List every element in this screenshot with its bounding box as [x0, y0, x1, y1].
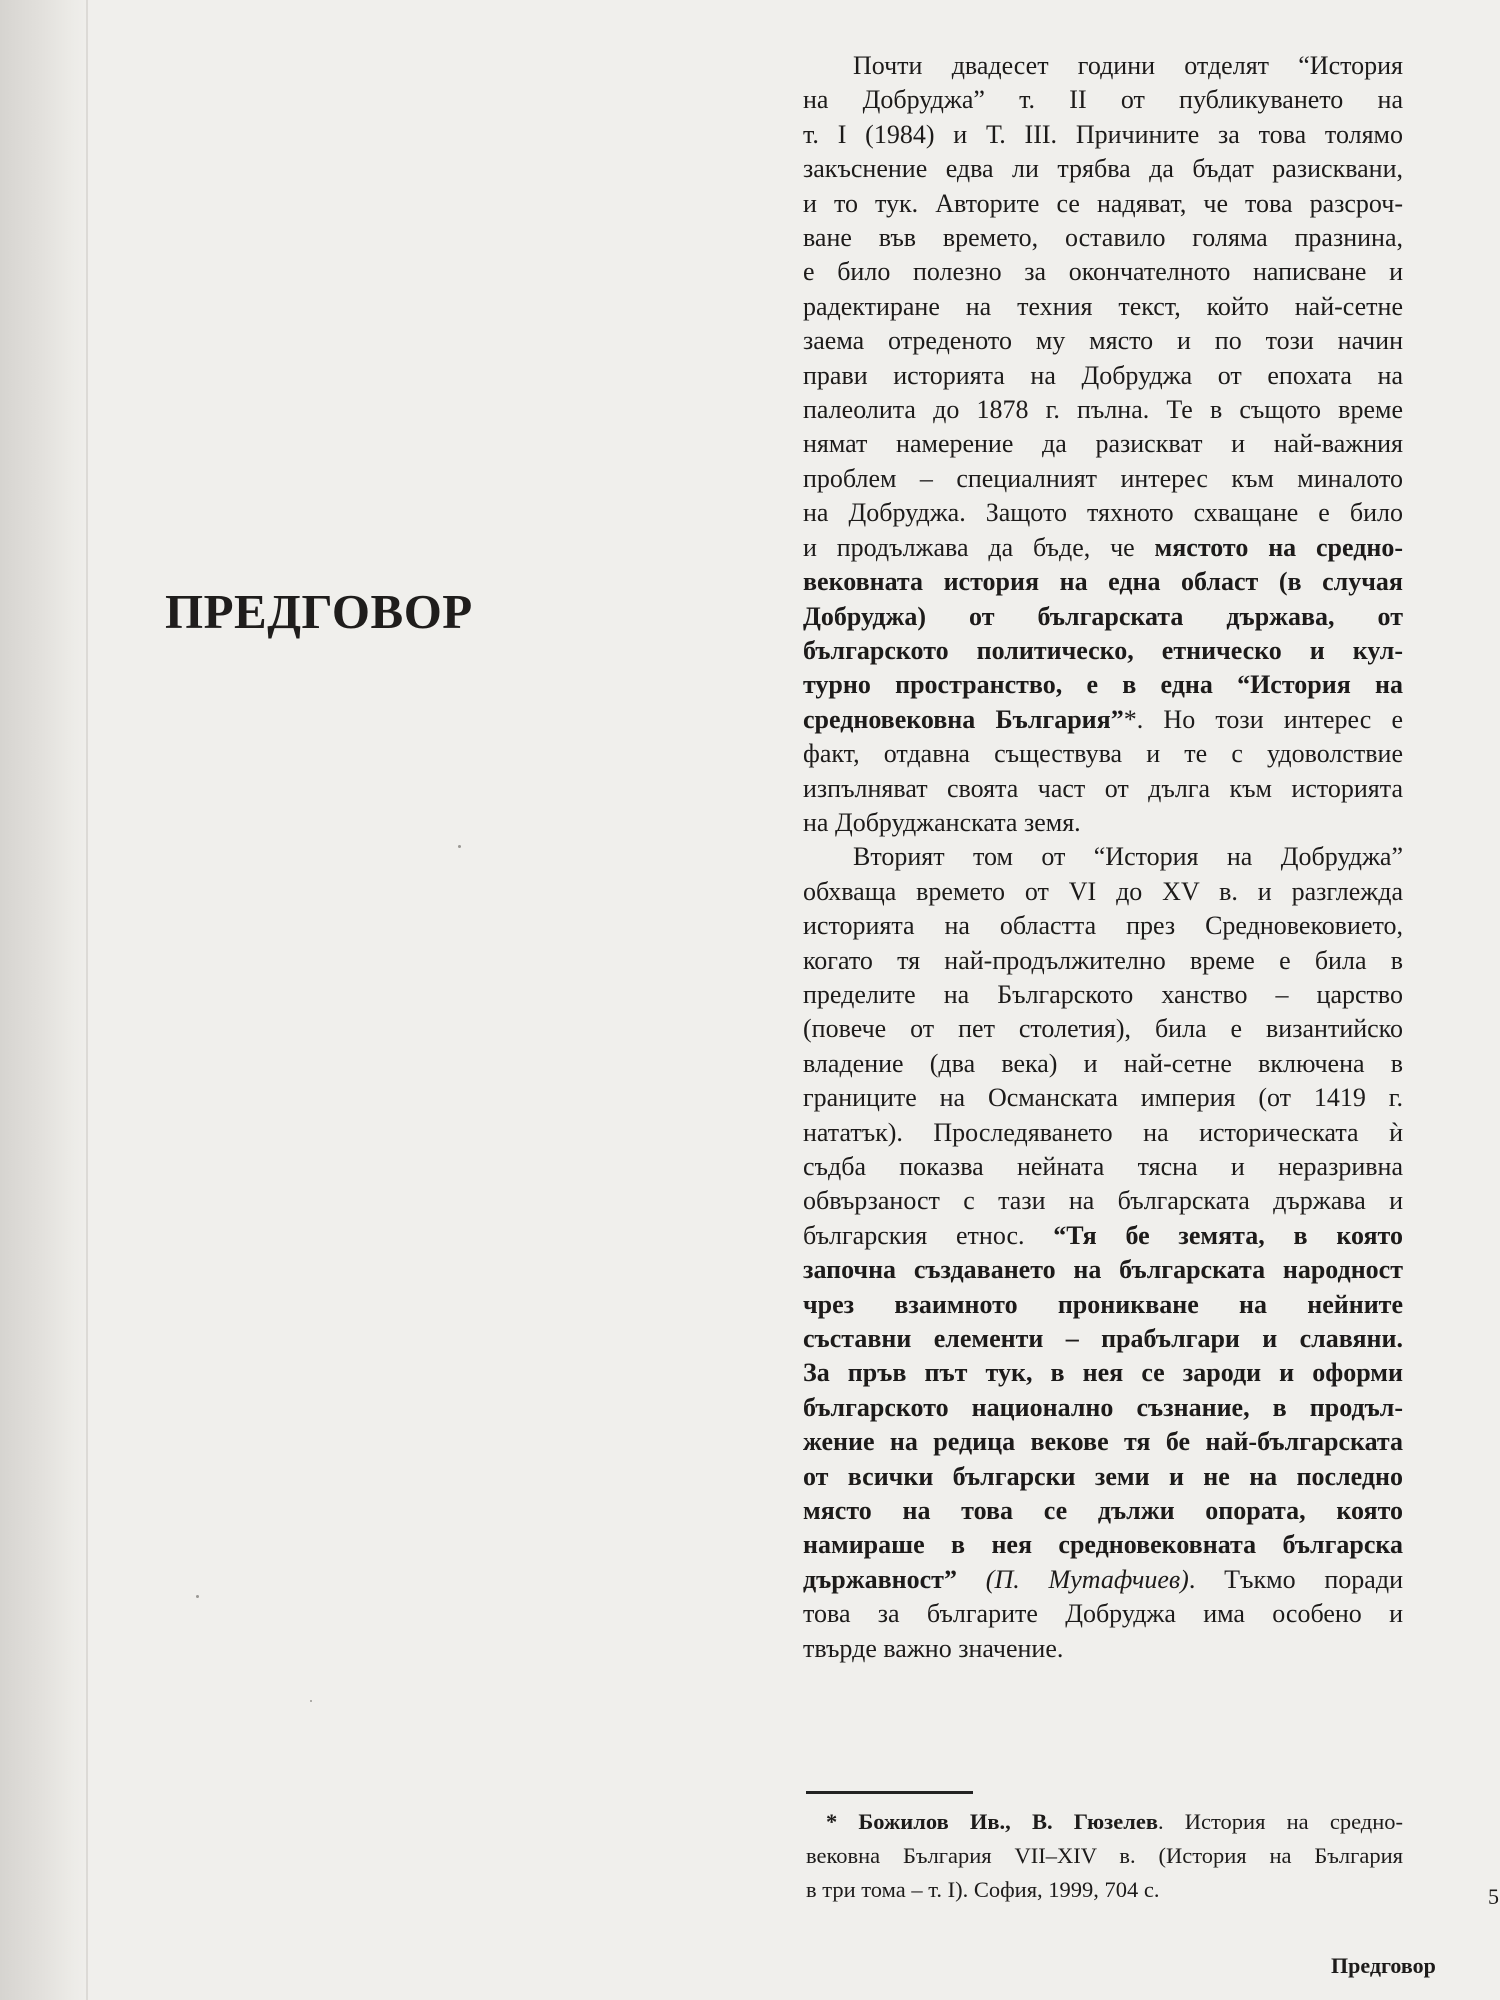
bold-text: вековната история на една област (в случая: [803, 567, 1403, 597]
paper-speck: [310, 1700, 312, 1702]
footnote-divider: [806, 1791, 973, 1794]
bold-quote: българското национално съзнание, в продъл-: [803, 1392, 1403, 1422]
bold-quote: започна създаването на българската народност: [803, 1255, 1403, 1285]
bold-quote: “Тя бе земята, в която: [1053, 1220, 1403, 1250]
bold-text: Добруджа) от българската държава, от: [803, 601, 1403, 631]
bold-quote: държавност”: [803, 1564, 957, 1594]
text-line: закъснение едва ли трябва да бъдат разисквани,: [803, 154, 1403, 184]
text-line: [803, 1322, 1403, 1356]
footnote-reference: *. Но този интерес е: [1123, 704, 1404, 734]
paper-speck: [196, 1595, 199, 1598]
text-line: прави историята на Добруджа от епохата на: [803, 360, 1403, 390]
text-line: (повече от пет столетия), била е византийско: [803, 1014, 1403, 1044]
text-line: [803, 1219, 1403, 1253]
text-line: това за българите Добруджа има особено и: [803, 1599, 1403, 1629]
text-line: [803, 565, 1403, 599]
bold-text: българското политическо, етническо и кул-: [803, 635, 1403, 665]
text-line: [803, 1563, 1403, 1597]
text-line: обвързаност с тази на българската държава и: [803, 1186, 1403, 1216]
text-line: факт, отдавна съществува и те с удоволствие: [803, 739, 1403, 769]
text-line: [803, 531, 1403, 565]
text-line: [803, 1425, 1403, 1459]
text-line: твърде важно значение.: [803, 1633, 1064, 1663]
text-line: [803, 1460, 1403, 1494]
text-line: [803, 1494, 1403, 1528]
footnote-title: . История на средно-: [1157, 1809, 1403, 1834]
text-line: [803, 1391, 1403, 1425]
text-line: т. I (1984) и Т. III. Причините за това толямо: [803, 119, 1403, 149]
text-line: радектиране на техния текст, който най-сетне: [803, 291, 1403, 321]
text-line: историята на областта през Средновековието,: [803, 911, 1403, 941]
text-line: нататък). Проследяването на историческата ѝ: [803, 1117, 1403, 1147]
plain-text: и продължава да бъде, че: [803, 532, 1155, 562]
bold-quote: намираше в нея средновековната българска: [803, 1530, 1403, 1560]
text-line: [803, 703, 1403, 737]
footnote-line: [806, 1805, 1403, 1839]
bold-text: средновековна България”: [803, 704, 1124, 734]
text-line: обхваща времето от VI до XV в. и разглежда: [803, 876, 1403, 906]
text-line: [803, 668, 1403, 702]
text-line: Вторият том от “История на Добруджа”: [853, 842, 1403, 872]
footnote: [806, 1805, 1403, 1907]
text-line: когато тя най-продължително време е била в: [803, 945, 1403, 975]
bold-text: турно пространство, е в една “История на: [803, 670, 1403, 700]
plain-text: . Тъкмо поради: [1188, 1564, 1403, 1594]
bold-quote: място на това се дължи опората, която: [803, 1496, 1403, 1526]
bold-quote: чрез взаимното проникване на нейните: [803, 1289, 1403, 1319]
text-line: на Добруджа. Защото тяхното схващане е било: [803, 498, 1403, 528]
text-line: [803, 634, 1403, 668]
page-gutter: [86, 0, 88, 2000]
bold-quote: жение на редица векове тя бе най-българската: [803, 1427, 1403, 1457]
bold-quote: За пръв път тук, в нея се зароди и оформи: [803, 1358, 1403, 1388]
text-line: границите на Османската империя (от 1419 г.: [803, 1083, 1403, 1113]
text-line: Почти двадесет години отделят “История: [853, 51, 1403, 80]
text-line: нямат намерение да разискват и най-важния: [803, 429, 1403, 459]
text-line: [803, 1356, 1403, 1390]
page-number: 5: [1488, 1884, 1499, 1909]
text-line: и то тук. Авторите се надяват, че това разсроч-: [803, 188, 1403, 218]
text-line: [803, 600, 1403, 634]
running-footer: Предговор: [1331, 1953, 1436, 1978]
text-line: на Добруджа” т. II от публикуването на: [803, 85, 1403, 115]
paper-speck: [458, 845, 461, 848]
plain-text: българския етнос.: [803, 1220, 1054, 1250]
text-line: е било полезно за окончателното написване и: [803, 257, 1403, 287]
quote-attribution: (П. Мутафчиев): [956, 1564, 1189, 1594]
text-line: заема отреденото му място и по този начин: [803, 326, 1403, 356]
text-line: на Добруджанската земя.: [803, 807, 1081, 837]
text-line: [803, 1253, 1403, 1287]
text-line: проблем – специалният интерес към миналото: [803, 463, 1403, 493]
bold-quote: съставни елементи – прабългари и славяни.: [803, 1324, 1403, 1354]
footnote-authors: * Божилов Ив., В. Гюзелев: [826, 1809, 1158, 1834]
text-line: [803, 1288, 1403, 1322]
bold-text: мястото на средно-: [1154, 532, 1403, 562]
footnote-line: вековна България VII–XIV в. (История на България: [806, 1843, 1403, 1868]
paragraph-1: [803, 49, 1403, 840]
text-line: [803, 1528, 1403, 1562]
main-text: [803, 49, 1403, 1666]
text-line: изпълняват своята част от дълга към историята: [803, 773, 1403, 803]
bold-quote: от всички български земи и не на последно: [803, 1461, 1403, 1491]
page-title: ПРЕДГОВОР: [165, 584, 473, 639]
text-line: съдба показва нейната тясна и неразривна: [803, 1152, 1403, 1181]
text-line: владение (два века) и най-сетне включена в: [803, 1048, 1403, 1078]
footnote-line: в три тома – т. I). София, 1999, 704 с.: [806, 1877, 1160, 1902]
page-binding-shadow: [0, 0, 90, 2000]
text-line: ване във времето, оставило голяма празнина,: [803, 223, 1403, 253]
text-line: палеолита до 1878 г. пълна. Те в същото време: [803, 395, 1403, 425]
text-line: пределите на Българското ханство – царство: [803, 979, 1403, 1009]
paragraph-2: [803, 840, 1403, 1666]
